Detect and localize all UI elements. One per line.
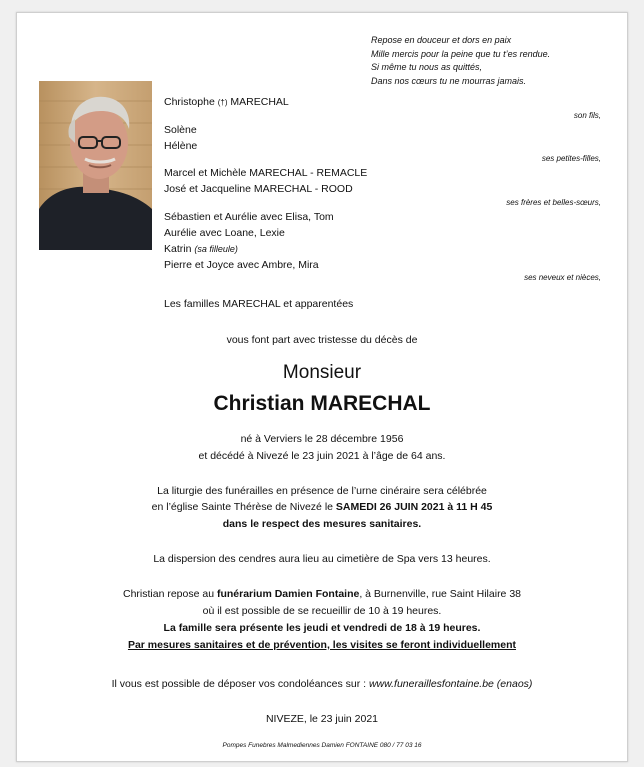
granddaughter: Hélène <box>164 140 198 152</box>
granddaughters-label: ses petites-filles, <box>541 154 601 163</box>
ceremony-date: SAMEDI 26 JUIN 2021 à 11 H 45 <box>335 501 493 513</box>
poem <box>371 34 550 88</box>
son-name: Christophe <box>164 96 215 108</box>
visiting-hours: où il est possible de se recueillir de 10 à 19 heures. <box>202 605 442 617</box>
nephew-line <box>164 241 238 257</box>
church-text: en l’église Sainte Thérèse de Nivezé le <box>151 501 336 513</box>
sibling: José et Jacqueline MARECHAL - ROOD <box>164 183 353 195</box>
visits-notice: Par mesures sanitaires et de prévention, les visites se feront individuellement <box>127 639 517 651</box>
condolences-line <box>17 676 627 692</box>
birth-line: né à Verviers le 28 décembre 1956 <box>240 433 404 445</box>
condolences-prefix: Il vous est possible de déposer vos condoléances sur : <box>111 678 369 690</box>
son-line <box>164 94 289 111</box>
sanitary-line: dans le respect des mesures sanitaires. <box>222 518 422 530</box>
funerarium-name: funérarium Damien Fontaine <box>216 588 360 600</box>
siblings-label: ses frères et belles-sœurs, <box>506 198 601 207</box>
funerarium-line <box>17 586 627 602</box>
funerarium-address: , à Burnenville, rue Saint Hilaire 38 <box>359 588 521 600</box>
families-line: Les familles MARECHAL et apparentées <box>164 298 354 310</box>
deceased-name: Christian MARECHAL <box>213 392 431 415</box>
portrait-image <box>39 81 152 250</box>
funerarium-prefix: Christian repose au <box>123 588 217 600</box>
granddaughter: Solène <box>164 124 197 136</box>
nephew-line: Pierre et Joyce avec Ambre, Mira <box>164 259 319 271</box>
title-monsieur: Monsieur <box>282 362 362 383</box>
deceased-photo <box>39 81 152 250</box>
nephews-label: ses neveux et nièces, <box>524 273 601 282</box>
dispersion-line: La dispersion des cendres aura lieu au cimetière de Spa vers 13 heures. <box>153 553 491 565</box>
cross-symbol: (†) <box>217 98 228 107</box>
liturgy-line: La liturgie des funérailles en présence de l’urne cinéraire sera célébrée <box>157 485 487 497</box>
goddaughter-name: Katrin <box>164 243 192 255</box>
son-label: son fils, <box>573 111 601 120</box>
liturgy-line <box>17 499 627 515</box>
date-line: NIVEZE, le 23 juin 2021 <box>265 713 379 725</box>
poem-line: Si même tu nous as quittés, <box>371 62 483 72</box>
poem-line: Repose en douceur et dors en paix <box>371 35 512 45</box>
sibling: Marcel et Michèle MARECHAL - REMACLE <box>164 167 368 179</box>
family-presence: La famille sera présente les jeudi et vendredi de 18 à 19 heures. <box>163 622 481 634</box>
condolences-suffix: (enaos) <box>493 678 533 690</box>
death-line: et décédé à Nivezé le 23 juin 2021 à l’âge de 64 ans. <box>198 450 446 462</box>
announcement: vous font part avec tristesse du décès de <box>226 334 418 346</box>
nephew-line: Aurélie avec Loane, Lexie <box>164 227 285 239</box>
footer: Pompes Funebres Malmediennes Damien FONTAINE 080 / 77 03 16 <box>222 742 422 749</box>
obituary-page <box>16 12 628 762</box>
son-surname: MARECHAL <box>230 96 289 108</box>
nephew-line: Sébastien et Aurélie avec Elisa, Tom <box>164 211 334 223</box>
goddaughter-note: (sa filleule) <box>194 244 238 254</box>
poem-line: Mille mercis pour la peine que tu t’es rendue. <box>371 48 551 59</box>
condolences-site: www.funeraillesfontaine.be <box>368 678 494 690</box>
poem-line: Dans nos cœurs tu ne mourras jamais. <box>371 75 527 86</box>
